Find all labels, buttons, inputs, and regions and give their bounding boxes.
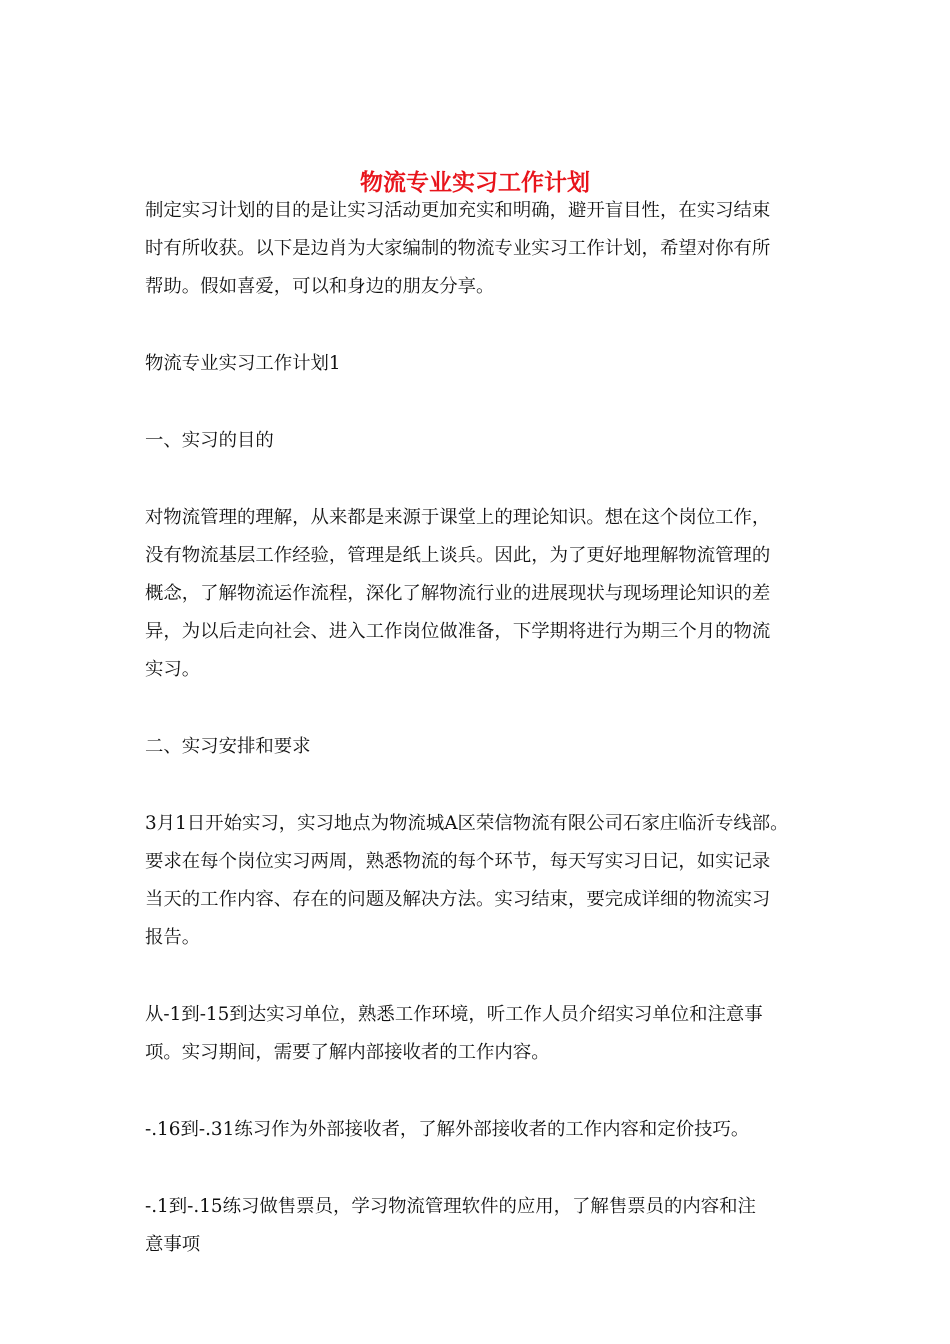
document-title: 物流专业实习工作计划 (360, 169, 590, 197)
text-line: 3月1日开始实习，实习地点为物流城A区荣信物流有限公司石家庄临沂专线部。 (145, 813, 789, 834)
schedule-paragraph-3 (145, 1188, 815, 1264)
text-line: 没有物流基层工作经验，管理是纸上谈兵。因此，为了更好地理解物流管理的 (145, 545, 771, 566)
intro-paragraph (145, 192, 815, 306)
schedule-paragraph-1 (145, 996, 815, 1072)
text-line: 意事项 (145, 1234, 201, 1255)
text-line: 概念，了解物流运作流程，深化了解物流行业的进展现状与现场理论知识的差 (145, 583, 771, 604)
schedule-paragraph-2 (145, 1111, 815, 1149)
arrangement-paragraph (145, 805, 815, 957)
text-line: 物流专业实习工作计划1 (145, 353, 341, 374)
text-line: -.1到-.15练习做售票员，学习物流管理软件的应用，了解售票员的内容和注 (145, 1196, 756, 1217)
text-line: 实习。 (145, 659, 201, 680)
section-heading-purpose (145, 422, 815, 460)
text-line: 二、实习安排和要求 (145, 736, 311, 757)
text-line: 项。实习期间，需要了解内部接收者的工作内容。 (145, 1042, 550, 1063)
text-line: 报告。 (145, 927, 201, 948)
text-line: -.16到-.31练习作为外部接收者，了解外部接收者的工作内容和定价技巧。 (145, 1119, 750, 1140)
text-line: 对物流管理的理解，从来都是来源于课堂上的理论知识。想在这个岗位工作， (145, 507, 771, 528)
text-line: 一、实习的目的 (145, 430, 274, 451)
text-line: 当天的工作内容、存在的问题及解决方法。实习结束，要完成详细的物流实习 (145, 889, 771, 910)
section-subtitle (145, 345, 815, 383)
text-line: 帮助。假如喜爱，可以和身边的朋友分享。 (145, 276, 495, 297)
text-line: 从-1到-15到达实习单位，熟悉工作环境，听工作人员介绍实习单位和注意事 (145, 1004, 763, 1025)
section-heading-arrangement (145, 728, 815, 766)
text-line: 制定实习计划的目的是让实习活动更加充实和明确，避开盲目性，在实习结束 (145, 200, 771, 221)
text-line: 要求在每个岗位实习两周，熟悉物流的每个环节，每天写实习日记，如实记录 (145, 851, 771, 872)
purpose-paragraph (145, 499, 815, 689)
text-line: 异，为以后走向社会、进入工作岗位做准备，下学期将进行为期三个月的物流 (145, 621, 771, 642)
text-line: 时有所收获。以下是边肖为大家编制的物流专业实习工作计划，希望对你有所 (145, 238, 771, 259)
document-body (145, 192, 815, 1303)
